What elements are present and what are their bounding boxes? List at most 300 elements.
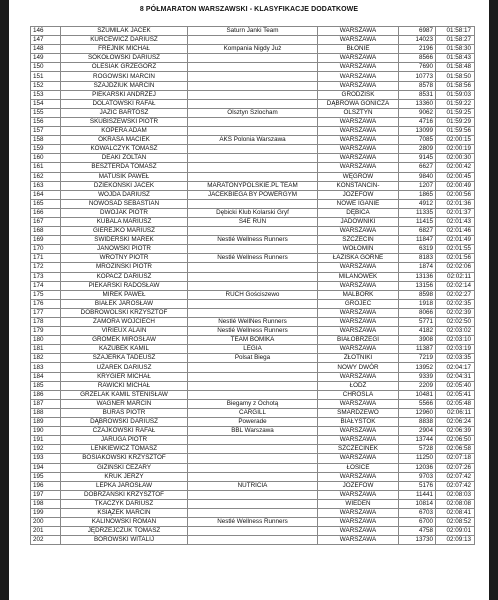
name-cell: JĘDRZEJCZUK TOMASZ	[61, 527, 188, 536]
name-cell: GRZELAK KAMIL STENISŁAW	[61, 390, 188, 399]
table-row	[31, 190, 475, 199]
club-cell	[188, 227, 318, 236]
club-cell: Kompania Nigdy Już	[188, 45, 318, 54]
place-cell: 195	[31, 472, 61, 481]
place-cell: 149	[31, 54, 61, 63]
city-cell: WARSZAWA	[318, 518, 399, 527]
table-row	[31, 36, 475, 45]
city-cell: DĄBROWA GÓNICZA	[318, 99, 399, 108]
place-cell: 180	[31, 336, 61, 345]
table-row	[31, 499, 475, 508]
time-cell: 02:02:50	[436, 318, 475, 327]
table-row	[31, 318, 475, 327]
place-cell: 197	[31, 490, 61, 499]
city-cell: WARSZAWA	[318, 127, 399, 136]
city-cell: WARSZAWA	[318, 72, 399, 81]
bib-cell: 1207	[399, 181, 436, 190]
name-cell: SZAJERKA TADEUSZ	[61, 354, 188, 363]
city-cell: WARSZAWA	[318, 136, 399, 145]
name-cell: KUBALA MARIUSZ	[61, 217, 188, 226]
time-cell: 02:07:42	[436, 472, 475, 481]
place-cell: 170	[31, 245, 61, 254]
club-cell	[188, 199, 318, 208]
bib-cell: 13099	[399, 127, 436, 136]
place-cell: 178	[31, 318, 61, 327]
bib-cell: 1918	[399, 299, 436, 308]
time-cell: 02:01:46	[436, 227, 475, 236]
place-cell: 146	[31, 27, 61, 36]
table-row	[31, 172, 475, 181]
time-cell: 02:00:45	[436, 172, 475, 181]
city-cell: WĘGRÓW	[318, 172, 399, 181]
table-row	[31, 254, 475, 263]
bib-cell: 12960	[399, 408, 436, 417]
city-cell: WARSZAWA	[318, 145, 399, 154]
table-row	[31, 145, 475, 154]
place-cell: 162	[31, 172, 61, 181]
bib-cell: 8183	[399, 254, 436, 263]
name-cell: CZAJKOWSKI RAFAŁ	[61, 427, 188, 436]
club-cell: MARATONYPOLSKIE.PL TEAM	[188, 181, 318, 190]
table-row	[31, 45, 475, 54]
name-cell: DĄBROWSKI DARIUSZ	[61, 418, 188, 427]
place-cell: 200	[31, 518, 61, 527]
bib-cell: 13952	[399, 363, 436, 372]
place-cell: 176	[31, 299, 61, 308]
club-cell: S4E RUN	[188, 217, 318, 226]
club-cell: RUCH Gościszewo	[188, 290, 318, 299]
bib-cell: 8531	[399, 90, 436, 99]
table-row	[31, 81, 475, 90]
club-cell	[188, 508, 318, 517]
time-cell: 02:03:19	[436, 345, 475, 354]
bib-cell: 10773	[399, 72, 436, 81]
time-cell: 02:06:50	[436, 436, 475, 445]
place-cell: 165	[31, 199, 61, 208]
time-cell: 01:58:43	[436, 54, 475, 63]
table-row	[31, 345, 475, 354]
club-cell	[188, 36, 318, 45]
table-row	[31, 27, 475, 36]
place-cell: 177	[31, 308, 61, 317]
table-row	[31, 454, 475, 463]
bib-cell: 11250	[399, 454, 436, 463]
name-cell: GIZIŃSKI CEZARY	[61, 463, 188, 472]
city-cell: WARSZAWA	[318, 154, 399, 163]
bib-cell: 1865	[399, 190, 436, 199]
city-cell: WARSZAWA	[318, 163, 399, 172]
bib-cell: 7219	[399, 354, 436, 363]
time-cell: 02:01:37	[436, 208, 475, 217]
time-cell: 02:01:36	[436, 199, 475, 208]
table-row	[31, 463, 475, 472]
place-cell: 150	[31, 63, 61, 72]
table-row	[31, 63, 475, 72]
club-cell	[188, 263, 318, 272]
table-row	[31, 54, 475, 63]
place-cell: 155	[31, 108, 61, 117]
city-cell: WIEDEN	[318, 499, 399, 508]
club-cell	[188, 499, 318, 508]
bib-cell: 2196	[399, 45, 436, 54]
place-cell: 169	[31, 236, 61, 245]
city-cell: MALBORK	[318, 290, 399, 299]
time-cell: 02:06:11	[436, 408, 475, 417]
table-row	[31, 336, 475, 345]
name-cell: MIREK PAWEŁ	[61, 290, 188, 299]
table-row	[31, 481, 475, 490]
place-cell: 174	[31, 281, 61, 290]
table-row	[31, 272, 475, 281]
club-cell	[188, 372, 318, 381]
city-cell: SMARDZEWO	[318, 408, 399, 417]
name-cell: ŚWIDERSKI MAREK	[61, 236, 188, 245]
name-cell: DEAKI ZOLTAN	[61, 154, 188, 163]
name-cell: PIEKARSKI RADOSŁAW	[61, 281, 188, 290]
city-cell: WARSZAWA	[318, 81, 399, 90]
city-cell: WARSZAWA	[318, 472, 399, 481]
table-row	[31, 117, 475, 126]
place-cell: 190	[31, 427, 61, 436]
city-cell: WARSZAWA	[318, 36, 399, 45]
name-cell: SZUMILAK JACEK	[61, 27, 188, 36]
bib-cell: 11441	[399, 490, 436, 499]
table-row	[31, 245, 475, 254]
table-row	[31, 108, 475, 117]
place-cell: 168	[31, 227, 61, 236]
name-cell: WROTNY PIOTR	[61, 254, 188, 263]
name-cell: TKACZYK DARIUSZ	[61, 499, 188, 508]
table-row	[31, 399, 475, 408]
name-cell: UŻAREK DARIUSZ	[61, 363, 188, 372]
bib-cell: 11335	[399, 208, 436, 217]
page-title: 8 PÓŁMARATON WARSZAWSKI - KLASYFIKACJE DODATKOWE	[139, 6, 359, 13]
city-cell: WARSZAWA	[318, 117, 399, 126]
club-cell	[188, 436, 318, 445]
table-row	[31, 508, 475, 517]
club-cell: Nestlé Wellness Runners	[188, 518, 318, 527]
city-cell: GRÓJEC	[318, 299, 399, 308]
bib-cell: 2904	[399, 427, 436, 436]
name-cell: BIAŁEK JAROSŁAW	[61, 299, 188, 308]
bib-cell: 5728	[399, 445, 436, 454]
city-cell: WOŁOMIN	[318, 245, 399, 254]
time-cell: 02:01:49	[436, 236, 475, 245]
table-row	[31, 227, 475, 236]
name-cell: SKUBISZEWSKI PIOTR	[61, 117, 188, 126]
time-cell: 02:00:19	[436, 145, 475, 154]
bib-cell: 14023	[399, 36, 436, 45]
place-cell: 179	[31, 327, 61, 336]
name-cell: JAZIC BARTOSZ	[61, 108, 188, 117]
place-cell: 193	[31, 454, 61, 463]
bib-cell: 5176	[399, 481, 436, 490]
time-cell: 02:07:18	[436, 454, 475, 463]
place-cell: 151	[31, 72, 61, 81]
place-cell: 172	[31, 263, 61, 272]
name-cell: GIEREJKO MARIUSZ	[61, 227, 188, 236]
club-cell	[188, 245, 318, 254]
city-cell: GRODZISK	[318, 90, 399, 99]
club-cell	[188, 127, 318, 136]
club-cell	[188, 54, 318, 63]
city-cell: ŁÓDŹ	[318, 381, 399, 390]
time-cell: 02:05:41	[436, 390, 475, 399]
bib-cell: 9339	[399, 372, 436, 381]
place-cell: 163	[31, 181, 61, 190]
table-row	[31, 199, 475, 208]
time-cell: 02:05:40	[436, 381, 475, 390]
place-cell: 156	[31, 117, 61, 126]
city-cell: WARSZAWA	[318, 327, 399, 336]
time-cell: 02:02:06	[436, 263, 475, 272]
place-cell: 173	[31, 272, 61, 281]
place-cell: 158	[31, 136, 61, 145]
club-cell	[188, 536, 318, 545]
time-cell: 01:58:56	[436, 81, 475, 90]
place-cell: 171	[31, 254, 61, 263]
table-row	[31, 136, 475, 145]
bib-cell: 3908	[399, 336, 436, 345]
club-cell	[188, 90, 318, 99]
bib-cell: 9145	[399, 154, 436, 163]
time-cell: 02:04:17	[436, 363, 475, 372]
bib-cell: 8838	[399, 418, 436, 427]
city-cell: JÓZEFÓW	[318, 481, 399, 490]
time-cell: 02:02:39	[436, 308, 475, 317]
name-cell: KAZUBEK KAMIL	[61, 345, 188, 354]
club-cell	[188, 390, 318, 399]
club-cell	[188, 172, 318, 181]
city-cell: OLSZTYN	[318, 108, 399, 117]
city-cell: WARSZAWA	[318, 63, 399, 72]
name-cell: DZIEKONSKI JACEK	[61, 181, 188, 190]
time-cell: 02:07:26	[436, 463, 475, 472]
bib-cell: 7690	[399, 63, 436, 72]
club-cell	[188, 63, 318, 72]
name-cell: MROZIŃSKI PIOTR	[61, 263, 188, 272]
club-cell	[188, 81, 318, 90]
name-cell: BESZTERDA TOMASZ	[61, 163, 188, 172]
club-cell	[188, 363, 318, 372]
club-cell	[188, 154, 318, 163]
bib-cell: 4182	[399, 327, 436, 336]
time-cell: 01:58:50	[436, 72, 475, 81]
time-cell: 01:58:17	[436, 27, 475, 36]
table-row	[31, 281, 475, 290]
name-cell: KRUK JERZY	[61, 472, 188, 481]
club-cell	[188, 381, 318, 390]
time-cell: 02:01:43	[436, 217, 475, 226]
time-cell: 01:58:30	[436, 45, 475, 54]
name-cell: PIEKARSKI ANDRZEJ	[61, 90, 188, 99]
city-cell: NOWY DWÓR	[318, 363, 399, 372]
table-row	[31, 527, 475, 536]
city-cell: MILANÓWEK	[318, 272, 399, 281]
club-cell	[188, 99, 318, 108]
time-cell: 02:07:42	[436, 481, 475, 490]
time-cell: 02:00:15	[436, 136, 475, 145]
time-cell: 01:59:22	[436, 99, 475, 108]
club-cell	[188, 163, 318, 172]
name-cell: KSIĄŻEK MARCIN	[61, 508, 188, 517]
city-cell: WARSZAWA	[318, 263, 399, 272]
club-cell	[188, 472, 318, 481]
place-cell: 164	[31, 190, 61, 199]
name-cell: LENKIEWICZ TOMASZ	[61, 445, 188, 454]
table-row	[31, 418, 475, 427]
place-cell: 184	[31, 372, 61, 381]
bib-cell: 6627	[399, 163, 436, 172]
city-cell: WARSZAWA	[318, 436, 399, 445]
name-cell: KALINOWSKI ROMAN	[61, 518, 188, 527]
name-cell: GROMEK MIROSŁAW	[61, 336, 188, 345]
time-cell: 02:02:35	[436, 299, 475, 308]
place-cell: 181	[31, 345, 61, 354]
place-cell: 152	[31, 81, 61, 90]
bib-cell: 8598	[399, 290, 436, 299]
time-cell: 02:08:52	[436, 518, 475, 527]
bib-cell: 6700	[399, 518, 436, 527]
time-cell: 02:00:49	[436, 181, 475, 190]
city-cell: WARSZAWA	[318, 508, 399, 517]
place-cell: 183	[31, 363, 61, 372]
city-cell: WARSZAWA	[318, 490, 399, 499]
city-cell: NOWE IGANIE	[318, 199, 399, 208]
place-cell: 154	[31, 99, 61, 108]
time-cell: 02:02:11	[436, 272, 475, 281]
time-cell: 02:08:03	[436, 490, 475, 499]
city-cell: JADOWNIKI	[318, 217, 399, 226]
city-cell: SZCZECINEK	[318, 445, 399, 454]
city-cell: WARSZAWA	[318, 454, 399, 463]
city-cell: ŁAZISKA GÓRNE	[318, 254, 399, 263]
bib-cell: 5771	[399, 318, 436, 327]
time-cell: 02:03:35	[436, 354, 475, 363]
city-cell: WARSZAWA	[318, 308, 399, 317]
city-cell: WARSZAWA	[318, 227, 399, 236]
place-cell: 157	[31, 127, 61, 136]
name-cell: OKRASA MACIEK	[61, 136, 188, 145]
name-cell: DOBRZAŃSKI KRZYSZTOF	[61, 490, 188, 499]
club-cell: Powerade	[188, 418, 318, 427]
table-row	[31, 181, 475, 190]
bib-cell: 11387	[399, 345, 436, 354]
place-cell: 187	[31, 399, 61, 408]
city-cell: JÓZEFÓW	[318, 190, 399, 199]
time-cell: 02:01:56	[436, 254, 475, 263]
name-cell: DWOJAK PIOTR	[61, 208, 188, 217]
club-cell: Olsztyn Szlocham	[188, 108, 318, 117]
club-cell	[188, 145, 318, 154]
city-cell: ZŁOTNIKI	[318, 354, 399, 363]
bib-cell: 8066	[399, 308, 436, 317]
city-cell: BIAŁYSTOK	[318, 418, 399, 427]
name-cell: JANOWSKI PIOTR	[61, 245, 188, 254]
name-cell: NOWOSAD SEBASTIAN	[61, 199, 188, 208]
bib-cell: 5566	[399, 399, 436, 408]
table-row	[31, 327, 475, 336]
place-cell: 166	[31, 208, 61, 217]
name-cell: KOPERA ADAM	[61, 127, 188, 136]
city-cell: WARSZAWA	[318, 281, 399, 290]
bib-cell: 9062	[399, 108, 436, 117]
city-cell: BIAŁOBRZEGI	[318, 336, 399, 345]
city-cell: WARSZAWA	[318, 399, 399, 408]
place-cell: 194	[31, 463, 61, 472]
table-row	[31, 99, 475, 108]
time-cell: 02:08:41	[436, 508, 475, 517]
club-cell: Polsat Biega	[188, 354, 318, 363]
table-row	[31, 127, 475, 136]
club-cell	[188, 281, 318, 290]
bib-cell: 9840	[399, 172, 436, 181]
bib-cell: 4758	[399, 527, 436, 536]
table-row	[31, 472, 475, 481]
time-cell: 02:00:30	[436, 154, 475, 163]
club-cell	[188, 117, 318, 126]
name-cell: MATUSIK PAWEŁ	[61, 172, 188, 181]
table-row	[31, 154, 475, 163]
club-cell: LEGIA	[188, 345, 318, 354]
time-cell: 01:59:29	[436, 117, 475, 126]
city-cell: WARSZAWA	[318, 372, 399, 381]
club-cell	[188, 299, 318, 308]
bib-cell: 13136	[399, 272, 436, 281]
club-cell: TEAM BOMIKA	[188, 336, 318, 345]
bib-cell: 13156	[399, 281, 436, 290]
table-row	[31, 354, 475, 363]
club-cell	[188, 445, 318, 454]
bib-cell: 10481	[399, 390, 436, 399]
name-cell: JARUGA PIOTR	[61, 436, 188, 445]
club-cell: AKS Polonia Warszawa	[188, 136, 318, 145]
table-row	[31, 236, 475, 245]
time-cell: 02:09:13	[436, 536, 475, 545]
place-cell: 153	[31, 90, 61, 99]
name-cell: BOROWSKI WITALIJ	[61, 536, 188, 545]
bib-cell: 4716	[399, 117, 436, 126]
bib-cell: 2809	[399, 145, 436, 154]
table-row	[31, 536, 475, 545]
city-cell: WARSZAWA	[318, 27, 399, 36]
club-cell	[188, 454, 318, 463]
name-cell: BOSIAKOWSKI KRZYSZTOF	[61, 454, 188, 463]
bib-cell: 6703	[399, 508, 436, 517]
place-cell: 188	[31, 408, 61, 417]
place-cell: 159	[31, 145, 61, 154]
name-cell: SOKOŁOWSKI DARIUSZ	[61, 54, 188, 63]
name-cell: KURCEWICZ DARIUSZ	[61, 36, 188, 45]
city-cell: WARSZAWA	[318, 345, 399, 354]
time-cell: 02:05:48	[436, 399, 475, 408]
club-cell: CARGILL	[188, 408, 318, 417]
name-cell: WAGNER MARCIN	[61, 399, 188, 408]
bib-cell: 13360	[399, 99, 436, 108]
name-cell: KRYGIER MICHAŁ	[61, 372, 188, 381]
bib-cell: 8578	[399, 81, 436, 90]
city-cell: CHROŚLA	[318, 390, 399, 399]
table-row	[31, 263, 475, 272]
table-row	[31, 299, 475, 308]
place-cell: 198	[31, 499, 61, 508]
city-cell: ŁOSICE	[318, 463, 399, 472]
place-cell: 147	[31, 36, 61, 45]
name-cell: FREJNIK MICHAŁ	[61, 45, 188, 54]
table-row	[31, 217, 475, 226]
name-cell: BURAS PIOTR	[61, 408, 188, 417]
name-cell: KOPACZ DARIUSZ	[61, 272, 188, 281]
